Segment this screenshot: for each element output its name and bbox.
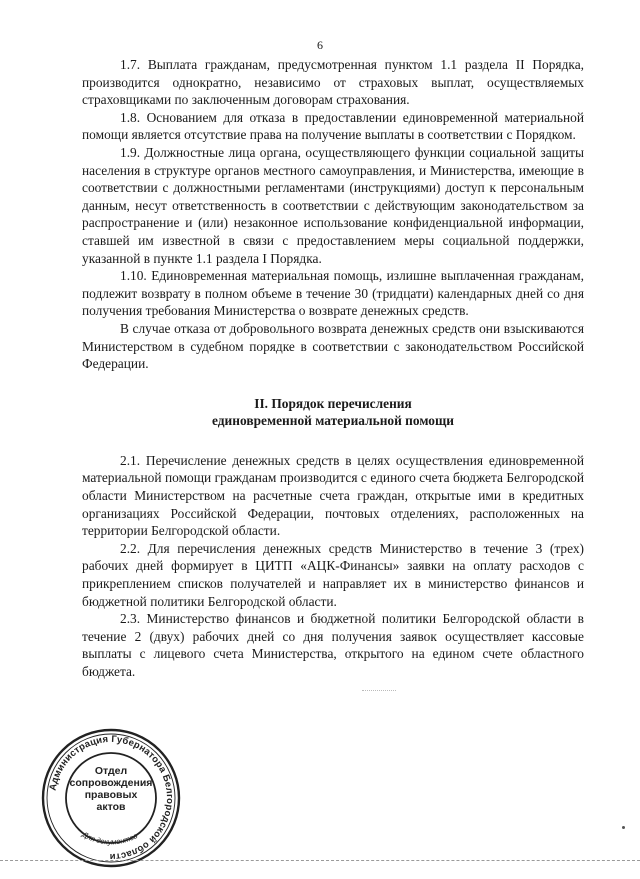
scan-dot (622, 826, 625, 829)
stamp-bottom-text: Для документов (80, 829, 139, 847)
faint-mark (362, 690, 396, 691)
paragraph-1-8: 1.8. Основанием для отказа в предоставлении единовременной материальной помощи является отсутствие права на получение выплаты в соответствии с Порядком. (82, 109, 584, 143)
paragraph-2-2: 2.2. Для перечисления денежных средств Министерство в течение 3 (трех) рабочих дней формирует в ЦИТП «АЦК-Финансы» заявки на оплату расходов с прикреплением списков получателей и направляет их в министерство финансов и бюджетной политики Белгородской области. (82, 540, 584, 609)
paragraph-1-9: 1.9. Должностные лица органа, осуществляющего функции социальной защиты населения в структуре органов местного самоуправления, и Министерства, имеющие в соответствии с должностными регламентами (инструкциями) доступ к персональным данным, несут ответственность в соответствии с действующим законодательством за распространение и (или) незаконное использование конфиденциальной информации, ставшей им известной в связи с предоставлением меры социальной поддержки, указанной в пункте 1.1 раздела I Порядка. (82, 144, 584, 266)
stamp-line-3: правовых (84, 789, 138, 801)
paragraph-1-10: 1.10. Единовременная материальная помощь, излишне выплаченная гражданам, подлежит возврату в полном объеме в течение 30 (тридцати) календарных дней со дня получения требования Министерства о возврате денежных средств. (82, 268, 584, 319)
paragraph-2-3: 2.3. Министерство финансов и бюджетной политики Белгородской области в течение 2 (двух) рабочих дней со дня получения заявок осуществляет кассовые выплаты с лицевого счета Министерства, открытого на едином счете областного бюджета. (82, 611, 584, 679)
paragraph-1-7: 1.7. Выплата гражданам, предусмотренная пунктом 1.1 раздела II Порядка, производится однократно, независимо от страховых выплат, осуществляемых страховщиками по заключенным договорам страхования. (82, 57, 584, 108)
page-number: 6 (317, 38, 323, 52)
legal-department-stamp (40, 727, 182, 869)
section-title-line-2: единовременной материальной помощи (212, 413, 454, 429)
paragraph-2-1: 2.1. Перечисление денежных средств в целях осуществления единовременной материальной помощи гражданам производится с единого счета бюджета Белгородской области Министерством на расчетные счета граждан, открытые ими в кредитных организациях Российской Федерации, почтовых отделениях, расположенных на территории Белгородской области. (82, 452, 584, 539)
stamp-ring-text: Администрация Губернатора Белгородской области (47, 733, 176, 863)
document-body (82, 56, 584, 681)
stamp-center-text (40, 765, 182, 813)
section-title-line-1: II. Порядок перечисления (254, 395, 412, 411)
stamp-line-2: сопровождения (69, 777, 153, 789)
stamp-line-4: актов (96, 801, 126, 813)
stamp-line-1: Отдел (94, 765, 128, 777)
page-bottom-rule (0, 860, 640, 861)
svg-text:Для документов (80, 829, 139, 846)
section-title (82, 395, 584, 430)
paragraph-refusal: В случае отказа от добровольного возврата денежных средств они взыскиваются Министерством в судебном порядке в соответствии с законодательством Российской Федерации. (82, 320, 584, 372)
